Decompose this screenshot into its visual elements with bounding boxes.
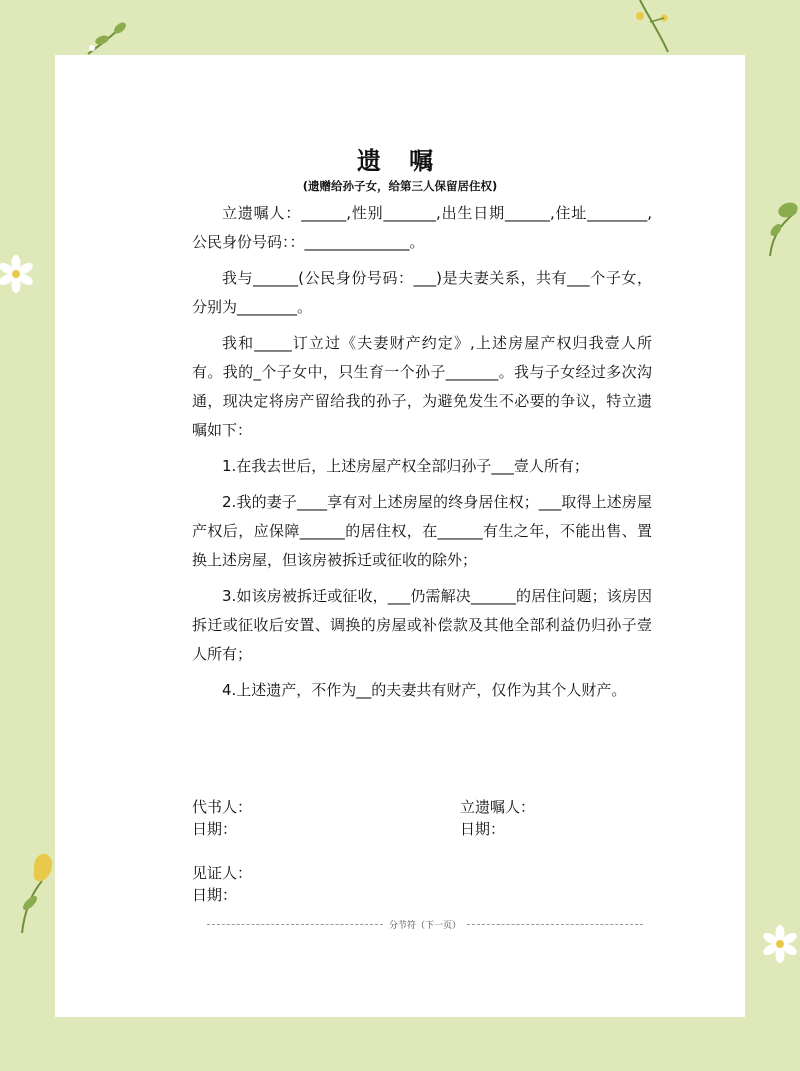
section-break-line: [207, 924, 383, 925]
leaf-icon: [762, 190, 800, 260]
clause-3: 3.如该房被拆迁或征收，___仍需解决______的居住问题；该房因拆迁或征收后安置、调换的房屋或补偿款及其他全部利益仍归孙子壹人所有；: [192, 587, 652, 663]
clause-1: 1.在我去世后，上述房屋产权全部归孙子___壹人所有；: [222, 457, 589, 475]
agent-date-label: 日期：: [192, 820, 238, 838]
clause-4: 4.上述遗产，不作为__的夫妻共有财产，仅作为其个人财产。: [222, 681, 627, 699]
paragraph-property-agreement: 我和_____订立过《夫妻财产约定》,上述房屋产权归我壹人所有。我的_个子女中，只生育一个孙子_______。我与子女经过多次沟通，现决定将房产留给我的孙子，为避免发生不必要的争议，特立遗嘱如下：: [192, 334, 652, 439]
tulip-icon: [12, 845, 56, 935]
section-break: [207, 917, 643, 931]
agent-label: 代书人：: [192, 798, 253, 816]
paragraph-marriage: 我与______(公民身份号码：___)是夫妻关系，共有___个子女，分别为________。: [192, 269, 652, 316]
section-break-label: 分节符（下一页）: [389, 920, 462, 931]
branch-icon: [620, 0, 680, 55]
clause-2: 2.我的妻子____享有对上述房屋的终身居住权；___取得上述房屋产权后，应保障______的居住权，在______有生之年，不能出售、置换上述房屋，但该房被拆迁或征收的除外；: [192, 493, 652, 569]
agent-signature-block: [192, 796, 252, 840]
testator-signature-block: [460, 796, 535, 840]
document-page: [55, 55, 745, 1017]
daisy-icon: [0, 250, 40, 298]
testator-label: 立遗嘱人：: [460, 798, 536, 816]
document-subtitle: (遗赠给孙子女，给第三人保留居住权): [302, 179, 498, 193]
document-title: 遗 嘱: [356, 147, 444, 175]
testator-date-label: 日期：: [460, 820, 506, 838]
witness-date-label: 日期：: [192, 886, 238, 904]
witness-label: 见证人：: [192, 864, 253, 882]
sprig-icon: [80, 18, 130, 58]
section-break-line: [467, 924, 643, 925]
paragraph-testator-info: 立遗嘱人：______,性别_______,出生日期______,住址________,公民身份号码：：______________。: [192, 204, 652, 251]
document-body: [192, 199, 652, 712]
witness-signature-block: [192, 862, 252, 906]
daisy-icon: [758, 920, 800, 970]
